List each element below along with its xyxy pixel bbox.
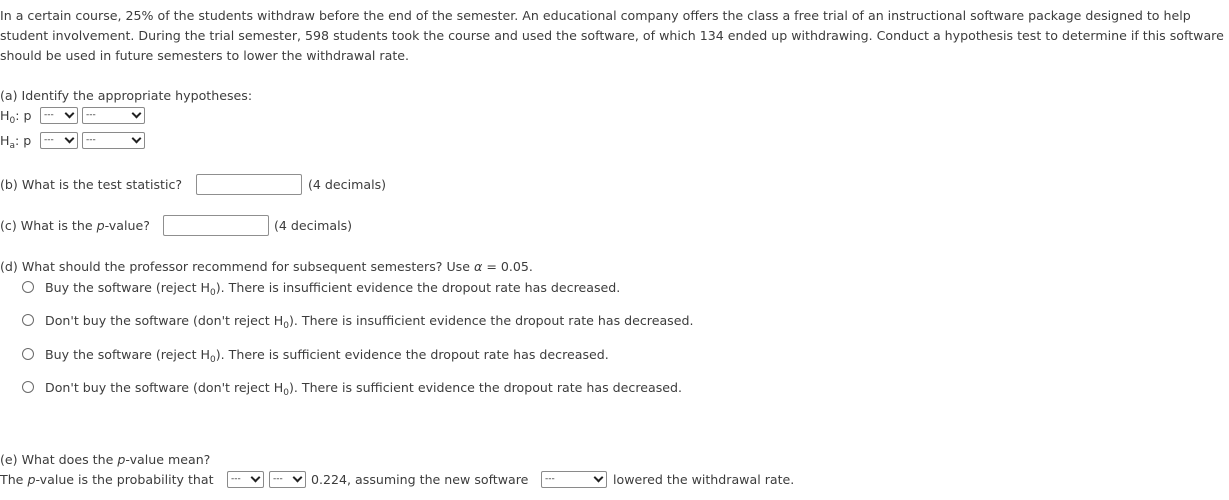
probability-direction-select[interactable]: --- xyxy=(227,471,264,488)
ha-value-select[interactable]: --- xyxy=(82,132,145,149)
part-d-label: (d) What should the professor recommend for subsequent semesters? Use α = 0.05. xyxy=(0,259,533,274)
part-b-label: (b) What is the test statistic? xyxy=(0,177,183,192)
part-e-label: (e) What does the p-value mean? xyxy=(0,452,211,467)
h0-value-select[interactable]: --- xyxy=(82,107,145,124)
h0-operator-select[interactable]: --- xyxy=(40,107,78,124)
chevron-down-icon xyxy=(65,134,75,144)
chevron-down-icon xyxy=(65,109,75,119)
p-value-input[interactable] xyxy=(163,215,269,236)
alpha-symbol: α xyxy=(474,259,483,274)
radio-option-2[interactable] xyxy=(22,314,34,326)
part-e-sentence-middle: 0.224, assuming the new software xyxy=(311,472,529,487)
part-c-label: (c) What is the p-value? xyxy=(0,218,150,233)
option-2-label[interactable]: Don't buy the software (don't reject $H_0$). There is insufficient evidence the dropout rate has decreased. xyxy=(45,313,694,331)
option-4-label[interactable]: Don't buy the software (don't reject $H_0$). There is sufficient evidence the dropout rate has decreased. xyxy=(45,380,683,398)
part-e-sentence-start: The p-value is the probability that xyxy=(0,472,214,487)
chevron-down-icon xyxy=(251,473,261,483)
comparison-select[interactable]: --- xyxy=(269,471,306,488)
radio-option-3[interactable] xyxy=(22,348,34,360)
ha-label: $H_a$: p xyxy=(0,133,32,151)
radio-option-4[interactable] xyxy=(22,381,34,393)
part-b-hint: (4 decimals) xyxy=(308,177,387,192)
radio-option-1[interactable] xyxy=(22,281,34,293)
software-effect-select[interactable]: --- xyxy=(541,471,607,488)
ha-operator-select[interactable]: --- xyxy=(40,132,78,149)
chevron-down-icon xyxy=(132,109,142,119)
chevron-down-icon xyxy=(594,473,604,483)
part-e-sentence-end: lowered the withdrawal rate. xyxy=(613,472,795,487)
option-3-label[interactable]: Buy the software (reject $H_0$). There is sufficient evidence the dropout rate has decreased. xyxy=(45,347,609,365)
problem-statement: In a certain course, 25% of the students withdraw before the end of the semester. An educational company offers the class a free trial of an instructional software package designed to help student involvement. During the trial semester, 598 students took the course and used the software, of which 134 ended up withdrawing. Conduct a hypothesis test to determine if this software should be used in future semesters to lower the withdrawal rate. xyxy=(0,8,1224,63)
chevron-down-icon xyxy=(132,134,142,144)
chevron-down-icon xyxy=(293,473,303,483)
part-a-label: (a) Identify the appropriate hypotheses: xyxy=(0,88,253,103)
test-statistic-input[interactable] xyxy=(196,174,302,195)
option-1-label[interactable]: Buy the software (reject $H_0$). There is insufficient evidence the dropout rate has decreased. xyxy=(45,280,621,298)
h0-label: $H_0$: p xyxy=(0,108,32,126)
part-c-hint: (4 decimals) xyxy=(274,218,353,233)
